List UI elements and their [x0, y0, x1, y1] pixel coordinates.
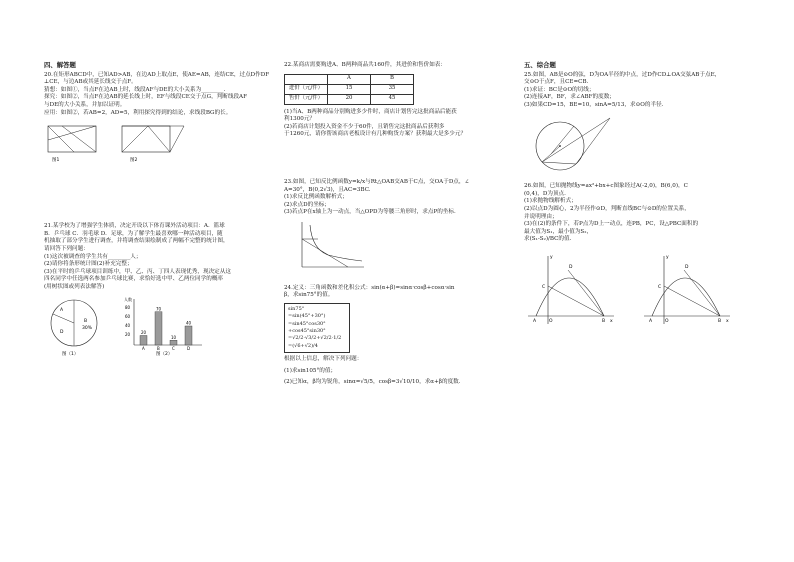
question-20-line: 与DE的大小关系，并加以证明。 [44, 101, 126, 108]
question-20-line: 猜想：如图①，当点F在边AB上时，线段AF与DE的大小关系为________. [44, 86, 226, 93]
circle-tangent-figure [530, 112, 620, 174]
worked-example-box [284, 303, 350, 353]
bar-tick: 40 [125, 322, 131, 328]
pie-label-d: D [60, 329, 64, 335]
question-22-line: (2)若商店计划投入资金不少于60件，且销售完这批商品后获利多 [284, 123, 445, 130]
pie-chart [44, 295, 110, 357]
pie-label-a: A [60, 307, 64, 313]
question-20-line: ⊥CE，与边AB或其延长线交于点F。 [44, 79, 137, 86]
parabola-figure-2 [640, 250, 732, 326]
table-cell: 进价（元/件） [285, 84, 328, 94]
origin-label: O [549, 318, 553, 324]
point-d-label: D [569, 264, 573, 270]
question-21-line: 机抽取了部分学生进行调查，并将调查结果绘制成了两幅不完整的统计图， [44, 238, 229, 245]
table-cell: 20 [328, 94, 371, 104]
bar-value-label: 10 [171, 334, 177, 340]
question-25-line: 25.如图，AB是⊙O的弦，D为OA半径的中点，过D作CD⊥OA交弦AB于点E， [524, 71, 721, 78]
parabola-figures [524, 250, 754, 326]
table-cell: 15 [328, 84, 371, 94]
rectangle-figures [44, 120, 272, 162]
table-row [285, 94, 414, 104]
question-26 [524, 183, 754, 244]
parabola-figure-1 [524, 250, 616, 326]
question-21-line: (用树状图或列表法解答) [44, 283, 105, 290]
y-axis-label: y [550, 254, 553, 260]
rectangle-figure-2 [118, 120, 190, 162]
bar-a [140, 335, 147, 345]
question-23-line: (3)若点P在x轴上为一动点，当△OPD为等腰三角形时，求点P的坐标. [284, 209, 456, 216]
point-b-label: B [602, 318, 606, 324]
table-header-cell: B [371, 74, 414, 84]
bar-value-label: 40 [186, 320, 192, 325]
question-20-line: 探究：如图②，当点F在边AB的延长线上时，EF与线段CE交于点G，判断线段AF [44, 94, 247, 101]
question-22-line: (1)当A、B两种商品分别购进多少件时，商店计划售完这批商品后能获 [284, 108, 457, 115]
question-24-line: 根据以上信息，解决下列问题： [284, 356, 363, 363]
question-24-line: (2)已知α，β均为锐角，sinα=√5/5，cosβ=3√10/10，求α+β的度数. [284, 379, 461, 386]
table-row [285, 74, 414, 84]
x-axis-label: x [610, 318, 613, 324]
question-26-line: 26.如图，已知抛物线y=ax²+bx+c图象经过A(-2,0)，B(6,0)，C [524, 183, 688, 190]
table-cell: 35 [371, 84, 414, 94]
y-axis-label: y [666, 254, 669, 260]
bar-c [170, 340, 177, 345]
figure-2-caption: 图2 [130, 158, 138, 163]
question-26-line: (2)以点D为圆心，2为半径作⊙D，判断直线BC与⊙D的位置关系， [524, 205, 690, 212]
question-23-line: (2)求点D的坐标； [284, 201, 330, 208]
question-24-line: β，求sin75°的值。 [284, 292, 334, 299]
box-line: =√2/2·√3/2+√2/2·1/2 [288, 335, 342, 342]
table-row [285, 84, 414, 94]
bar-tick: 20 [125, 331, 131, 337]
box-line: =sin(45°+30°) [288, 313, 326, 320]
section-title-comprehensive: 五、综合题 [524, 61, 556, 69]
question-21-line: (1)这次被调查的学生共有________人； [44, 253, 142, 260]
question-26-line: (3)在(2)的条件下，若P点为D上一动点，连PB，PC，设△PBC面积的 [524, 221, 699, 228]
bar-d [185, 326, 192, 345]
question-25-line: (2)连接AF，BF，求∠ABF的度数； [524, 94, 615, 101]
origin-label: O [665, 318, 669, 324]
question-21-line: 四名同学中任选两名参加乒乓球比赛，求恰好选中甲、乙两位同学的概率 [44, 276, 224, 283]
question-21-line: (3)在平时的乒乓球项目训练中，甲、乙、丙、丁四人表现优秀，现决定从这 [44, 268, 231, 275]
question-20-line: 20.在矩形ABCD中，已知AD>AB，在边AD上取点E，使AE=AB，连结CE，过点D作DF [44, 71, 270, 78]
point-a-label: A [533, 318, 537, 324]
point-a-label: A [649, 318, 653, 324]
question-20-line: 应用：如图②，若AB=2，AD=5，利用探究得到的结论，求线段BG的长。 [44, 109, 232, 116]
question-21-line: 21.某学校为了增强学生体质，决定开设以下体育课外活动项目：A．篮球 [44, 223, 225, 230]
column-3 [524, 62, 754, 329]
question-22 [284, 62, 512, 70]
question-22-line: 于1260元，请你帮该商店老板设计有几种购货方案？获利最大是多少元？ [284, 131, 467, 138]
question-26-line: (0,4)，D为顶点. [524, 190, 566, 197]
figure-1-caption: 图1 [52, 158, 60, 163]
question-25-line: (1)求证：BC是⊙O的切线； [524, 86, 595, 93]
bar-tick: 60 [125, 313, 131, 319]
bar-category-label: C [172, 345, 175, 351]
question-25-line: 交⊙O于点F，且CE=CB. [524, 79, 589, 86]
box-line: =(√6+√2)/4 [288, 342, 318, 349]
pie-caption: 图（1） [62, 351, 79, 357]
question-26-line: 求(S₁-S₂)/BC的值. [524, 236, 572, 243]
pie-percent-b: 30% [82, 325, 93, 331]
table-header-cell [285, 74, 328, 84]
column-2 [284, 62, 512, 387]
box-line: =sin45°cos30°+cos45°sin30° [288, 320, 326, 334]
question-26-line: (1)求抛物线解析式； [524, 198, 577, 205]
bar-ylabel: 人数 [124, 296, 132, 302]
bar-chart [122, 295, 206, 357]
table-header-cell: A [328, 74, 371, 84]
question-21-line: B．乒乓球 C．羽毛球 D．足球，为了解学生最喜欢哪一种活动项目，随 [44, 230, 223, 237]
box-line: sin75° [288, 305, 305, 312]
question-23-line: 23.如图，已知反比例函数y=k/x与Rt△OAB交AB于C点，交OA于D点，∠ [284, 178, 470, 185]
bar-tick: 80 [125, 304, 131, 310]
bar-category-label: D [187, 345, 191, 351]
point-c-label: C [542, 284, 546, 290]
bar-value-label: 70 [156, 305, 162, 311]
section-title-solutions: 四、解答题 [44, 61, 76, 69]
point-d-label: D [685, 264, 689, 270]
rectangle-figure-1 [44, 120, 106, 162]
bar-value-label: 20 [141, 329, 147, 335]
question-23-line: A=30°，B(0,2√3)，且AC=3BC. [284, 186, 371, 193]
table-cell: 售价（元/件） [285, 94, 328, 104]
column-1 [44, 62, 272, 360]
question-25 [524, 72, 754, 110]
bar-category-label: B [157, 345, 160, 351]
price-table [284, 74, 414, 105]
question-21-line: 请回答下列问题： [44, 245, 89, 252]
question-24-line: (1)求sin105°的值； [284, 367, 337, 374]
pie-label-b: B [84, 318, 88, 324]
bar-caption: 图（2） [156, 351, 173, 357]
bar-category-label: A [142, 345, 145, 351]
question-22-line: 22.某商店需要购进A、B两种商品共160件，其进价和售价如表： [284, 62, 446, 68]
question-23-line: (1)求反比例函数解析式； [284, 194, 348, 201]
hyperbola-figure [288, 219, 368, 271]
question-26-line: 并说明理由； [524, 213, 558, 220]
question-24 [284, 285, 512, 300]
question-21-line: (2)请你将条形统计图(2)补充完整； [44, 261, 133, 268]
question-20 [44, 72, 272, 118]
question-22-line: 利1300元？ [284, 116, 316, 123]
question-23 [284, 179, 512, 217]
question-22-parts [284, 109, 512, 139]
question-24-parts [284, 356, 512, 387]
question-26-line: 最大值为S₁，最小值为S₂， [524, 228, 593, 235]
question-25-line: (3)如果CD=15，BE=10，sinA=5/13，求⊙O的半径. [524, 101, 664, 108]
statistics-figures [44, 295, 272, 357]
question-21 [44, 223, 272, 291]
point-b-label: B [718, 318, 722, 324]
x-axis-label: x [726, 318, 729, 324]
table-cell: 45 [371, 94, 414, 104]
bar-b [155, 311, 162, 344]
point-c-label: C [658, 284, 662, 290]
question-24-line: 24.定义：三角函数和差化积公式：sin(α+β)=sinα·cosβ+cosα·sin [284, 284, 455, 291]
